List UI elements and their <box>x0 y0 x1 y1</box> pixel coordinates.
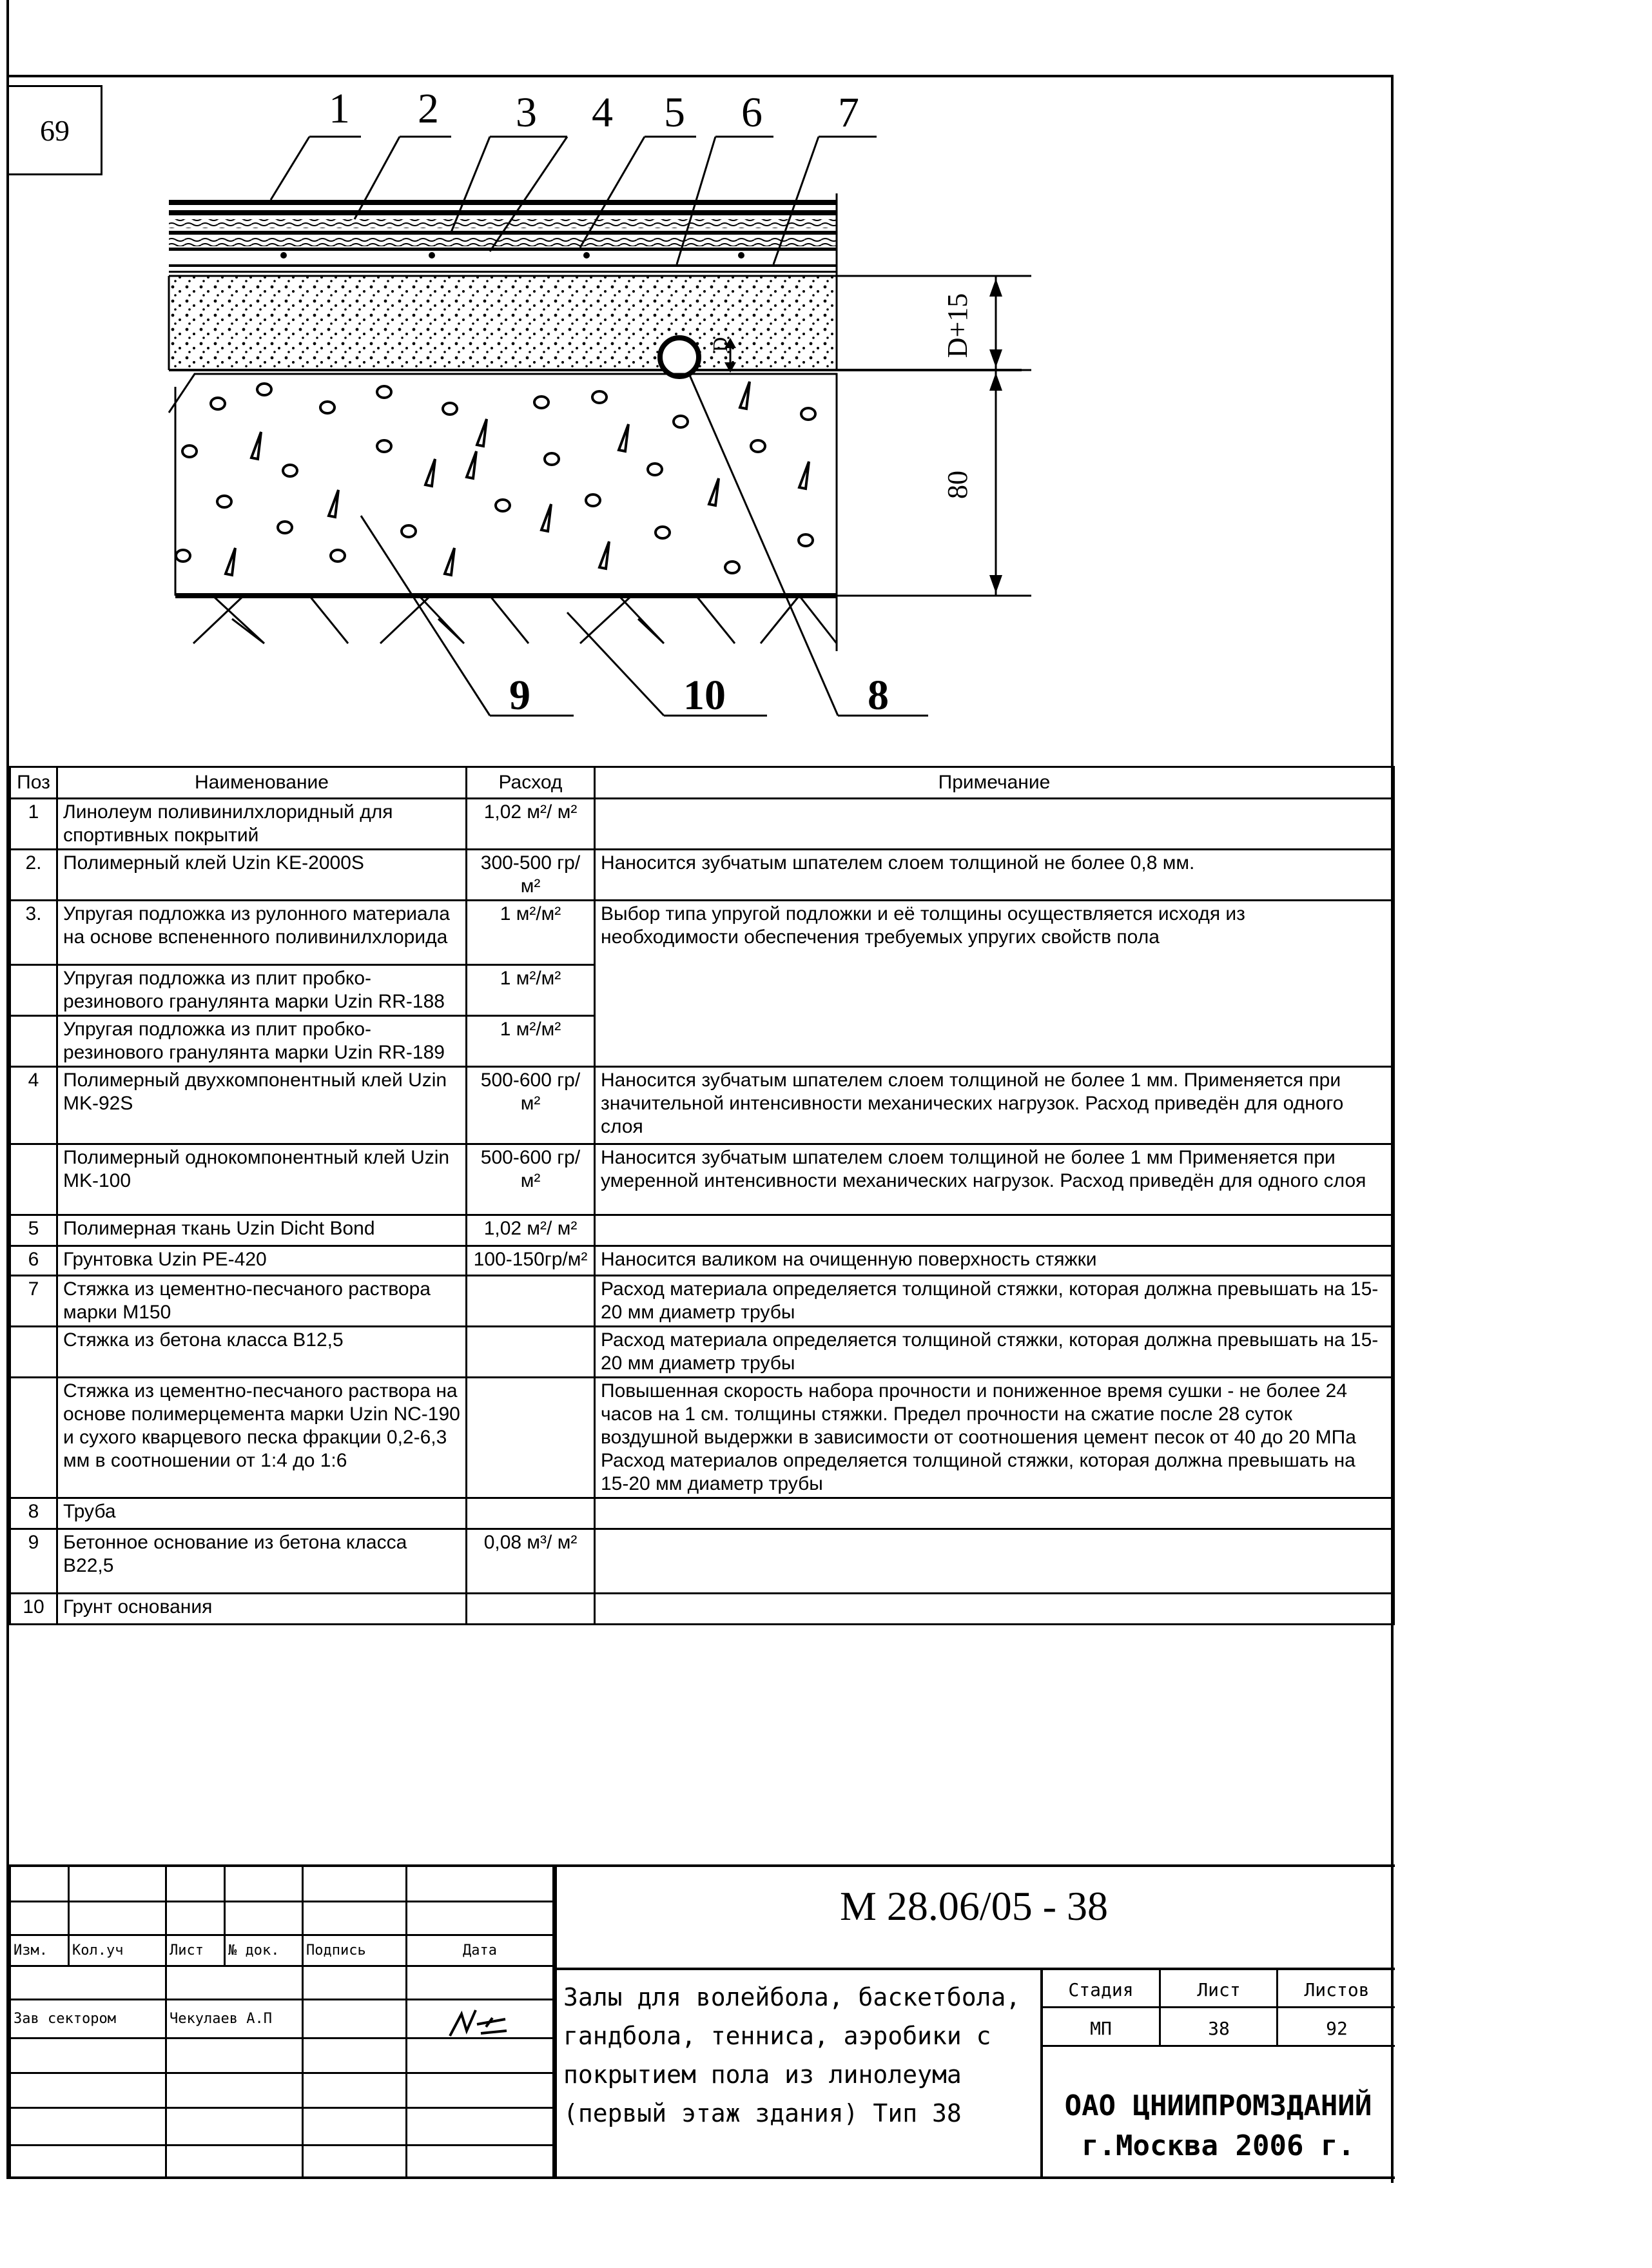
col-head-izm: Изм. <box>10 1935 69 1966</box>
callout-10: 10 <box>683 672 726 719</box>
table-row <box>10 1215 1394 1246</box>
callout-6: 6 <box>741 89 763 136</box>
table-row <box>10 901 1394 965</box>
row-note: Наносится зубчатым шпателем слоем толщиной не более 1 мм. Применяется при значительной интенсивности механических нагрузок. Расход приведён для одного слоя <box>595 1067 1394 1144</box>
row-pos: 9 <box>10 1529 57 1594</box>
row-note: Повышенная скорость набора прочности и пониженное время сушки - не более 24 часов на 1 см. толщины стяжки. Предел прочности на сжатие после 28 суток воздушной выдержки в зависимости от соотношения цемент песок от 40 до 20 МПа Расход материалов определяется толщиной стяжки, которая должна превышать на 15-20 мм диаметр трубы <box>595 1378 1394 1498</box>
row-note: Наносится валиком на очищенную поверхность стяжки <box>595 1246 1394 1276</box>
row-name: Труба <box>57 1498 467 1529</box>
title-block <box>9 1864 1395 2179</box>
row-rate <box>467 1594 595 1625</box>
row-rate <box>467 1327 595 1378</box>
row-name: Грунтовка Uzin PE-420 <box>57 1246 467 1276</box>
row-note: Наносится зубчатым шпателем слоем толщиной не более 0,8 мм. <box>595 850 1394 901</box>
sheets-value: 92 <box>1326 2018 1348 2039</box>
callout-9: 9 <box>509 672 530 719</box>
row-name: Линолеум поливинилхлоридный для спортивных покрытий <box>57 799 467 850</box>
row-rate: 100-150гр/м² <box>467 1246 595 1276</box>
row-note: Наносится зубчатым шпателем слоем толщиной не более 1 мм Применяется при умеренной интенсивности механических нагрузок. Расход приведён для одного слоя <box>595 1144 1394 1215</box>
row-pos <box>10 965 57 1016</box>
table-row <box>10 1378 1394 1498</box>
row-pos: 4 <box>10 1067 57 1144</box>
row-name: Полимерный клей Uzin KE-2000S <box>57 850 467 901</box>
row-rate: 0,08 м³/ м² <box>467 1529 595 1594</box>
row-pos: 6 <box>10 1246 57 1276</box>
floor-section-drawing <box>0 0 1652 761</box>
row-pos: 5 <box>10 1215 57 1246</box>
document-code: М 28.06/05 - 38 <box>840 1883 1108 1929</box>
row-pos <box>10 1378 57 1498</box>
sheets-header: Листов <box>1304 1979 1370 2000</box>
callout-5: 5 <box>664 89 685 136</box>
row-name: Упругая подложка из плит пробко-резинового гранулянта марки Uzin RR-188 <box>57 965 467 1016</box>
row-note <box>595 799 1394 850</box>
row-rate: 300-500 гр/м² <box>467 850 595 901</box>
row-note: Расход материала определяется толщиной стяжки, которая должна превышать на 15-20 мм диаметр трубы <box>595 1276 1394 1327</box>
callout-2: 2 <box>418 85 439 132</box>
col-head-list: Лист <box>166 1935 225 1966</box>
row-rate <box>467 1498 595 1529</box>
table-header-row <box>10 767 1394 799</box>
header-rate: Расход <box>467 767 595 799</box>
stage-header: Стадия <box>1068 1979 1134 2000</box>
table-row <box>10 799 1394 850</box>
row-note <box>595 1215 1394 1246</box>
dimension-label-lower: 80 <box>942 471 973 499</box>
city-year: г.Москва 2006 г. <box>1082 2129 1355 2162</box>
row-note: Выбор типа упругой подложки и её толщины осуществляется исходя из необходимости обеспечения требуемых упругих свойств пола <box>595 901 1394 1067</box>
title-block-h-line <box>554 1968 1395 1970</box>
header-pos: Поз <box>10 767 57 799</box>
callout-8: 8 <box>868 672 889 719</box>
row-name: Грунт основания <box>57 1594 467 1625</box>
row-pos: 3. <box>10 901 57 965</box>
row-note <box>595 1498 1394 1529</box>
header-name: Наименование <box>57 767 467 799</box>
covering-layers <box>169 200 837 273</box>
row-pos: 8 <box>10 1498 57 1529</box>
col-head-date: Дата <box>407 1935 554 1966</box>
title-block-v-line <box>1276 1968 1278 2045</box>
table-row <box>10 1327 1394 1378</box>
col-head-signature: Подпись <box>303 1935 407 1966</box>
row-pos: 2. <box>10 850 57 901</box>
row-note <box>595 1594 1394 1625</box>
row-rate <box>467 1276 595 1327</box>
row-rate: 500-600 гр/м² <box>467 1144 595 1215</box>
table-row <box>10 1594 1394 1625</box>
signature-cell <box>303 2000 407 2038</box>
row-name: Полимерный однокомпонентный клей Uzin MK-100 <box>57 1144 467 1215</box>
row-rate: 1 м²/м² <box>467 965 595 1016</box>
organization-name: ОАО ЦНИИПРОМЗДАНИЙ <box>1064 2089 1372 2122</box>
callouts-bottom <box>509 672 889 719</box>
concrete-base <box>169 374 837 651</box>
signature-mark <box>447 2005 512 2041</box>
row-rate <box>467 1378 595 1498</box>
document-title: Залы для волейбола, баскетбола, гандбола, тенниса, аэробики с покрытием пола из линолеума (первый этаж здания) Тип 38 <box>563 1983 1021 2127</box>
page-number: 69 <box>9 85 102 175</box>
title-block-divider <box>554 1864 557 2179</box>
person-cell: Чекулаев А.П <box>166 2000 303 2038</box>
callout-1: 1 <box>329 85 350 132</box>
row-note <box>595 1529 1394 1594</box>
title-block-h-line <box>1040 2045 1395 2047</box>
row-note: Расход материала определяется толщиной стяжки, которая должна превышать на 15-20 мм диаметр трубы <box>595 1327 1394 1378</box>
row-pos: 10 <box>10 1594 57 1625</box>
table-row <box>10 850 1394 901</box>
table-row <box>10 1067 1394 1144</box>
leader-lines-bottom <box>361 375 928 716</box>
col-head-kolvo: Кол.уч <box>69 1935 166 1966</box>
row-name: Стяжка из бетона класса В12,5 <box>57 1327 467 1378</box>
row-name: Упругая подложка из рулонного материала на основе вспененного поливинилхлорида <box>57 901 467 965</box>
row-rate: 500-600 гр/м² <box>467 1067 595 1144</box>
row-rate: 1,02 м²/ м² <box>467 799 595 850</box>
row-pos <box>10 1016 57 1067</box>
specification-table <box>9 766 1395 1625</box>
header-note: Примечание <box>595 767 1394 799</box>
role-cell: Зав сектором <box>10 2000 166 2038</box>
row-name: Бетонное основание из бетона класса В22,5 <box>57 1529 467 1594</box>
row-pos: 7 <box>10 1276 57 1327</box>
sheet-header: Лист <box>1197 1979 1241 2000</box>
title-block-h-line <box>1040 2006 1395 2008</box>
row-pos: 1 <box>10 799 57 850</box>
dimension-lines <box>837 276 1031 596</box>
callout-3: 3 <box>516 89 537 136</box>
table-row <box>10 1246 1394 1276</box>
row-rate: 1 м²/м² <box>467 901 595 965</box>
row-name: Стяжка из цементно-песчаного раствора на основе полимерцемента марки Uzin NC-190 и сухого кварцевого песка фракции 0,2-6,3 мм в соотношении от 1:4 до 1:6 <box>57 1378 467 1498</box>
callouts-top <box>329 85 859 136</box>
row-rate: 1,02 м²/ м² <box>467 1215 595 1246</box>
row-pos <box>10 1327 57 1378</box>
row-pos <box>10 1144 57 1215</box>
table-row <box>10 1144 1394 1215</box>
dimension-label-upper: D+15 <box>942 293 973 358</box>
table-row <box>10 1529 1394 1594</box>
callout-4: 4 <box>592 89 613 136</box>
col-head-doc: № док. <box>225 1935 303 1966</box>
row-name: Упругая подложка из плит пробко-резинового гранулянта марки Uzin RR-189 <box>57 1016 467 1067</box>
row-name: Полимерный двухкомпонентный клей Uzin MK-92S <box>57 1067 467 1144</box>
stage-value: МП <box>1090 2018 1112 2039</box>
row-name: Полимерная ткань Uzin Dicht Bond <box>57 1215 467 1246</box>
pipe-diameter-label: D <box>708 337 732 352</box>
table-row <box>10 1276 1394 1327</box>
sheet-value: 38 <box>1208 2018 1230 2039</box>
row-rate: 1 м²/м² <box>467 1016 595 1067</box>
table-row <box>10 1498 1394 1529</box>
row-name: Стяжка из цементно-песчаного раствора марки М150 <box>57 1276 467 1327</box>
callout-7: 7 <box>838 89 859 136</box>
title-block-v-line <box>1159 1968 1161 2045</box>
